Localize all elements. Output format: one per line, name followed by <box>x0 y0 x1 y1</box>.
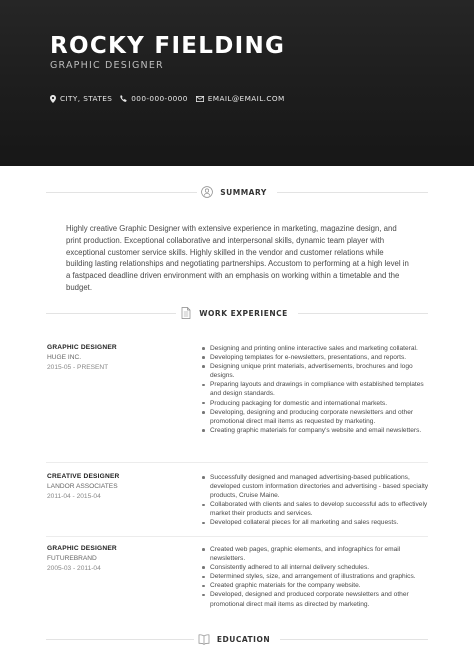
divider <box>277 192 428 193</box>
bullet-item: Designing and printing online interactive sales and marketing collateral. <box>200 344 432 353</box>
summary-section-header <box>46 185 428 199</box>
job-dates: 2011-04 - 2015-04 <box>47 493 101 500</box>
envelope-icon <box>196 96 204 102</box>
bullet-item: Successfully designed and managed advertising-based publications, developed custom information directories and advertising - based specialty products, Cruise Maine. <box>200 473 432 500</box>
job-title: CREATIVE DESIGNER <box>47 473 120 480</box>
job-dates: 2015-05 - PRESENT <box>47 364 109 371</box>
location-text: CITY, STATES <box>60 94 113 103</box>
bullet-item: Created graphic materials for the company website. <box>200 581 432 590</box>
job-bullets <box>200 344 432 435</box>
work-section-header <box>46 306 428 320</box>
divider <box>46 192 197 193</box>
divider <box>280 639 428 640</box>
bullet-item: Created web pages, graphic elements, and infographics for email newsletters. <box>200 545 432 563</box>
job-bullets <box>200 545 432 609</box>
bullet-item: Collaborated with clients and sales to develop successful ads to effectively market their products and services. <box>200 500 432 518</box>
bullet-item: Developing, designing and producing corporate newsletters and other promotional direct mail items as requested by marketing. <box>200 408 432 426</box>
book-icon <box>196 632 212 646</box>
section-title-summary: SUMMARY <box>220 187 267 197</box>
contact-row <box>50 94 293 103</box>
job-dates: 2005-03 - 2011-04 <box>47 565 101 572</box>
bullet-item: Determined styles, size, and arrangement of illustrations and graphics. <box>200 572 432 581</box>
divider <box>46 639 194 640</box>
job-company: HUGE INC. <box>47 354 82 361</box>
email-text[interactable]: EMAIL@EMAIL.COM <box>207 94 285 103</box>
job-company: FUTUREBRAND <box>47 555 97 562</box>
bullet-item: Developing templates for e-newsletters, presentations, and reports. <box>200 353 432 362</box>
job-company: LANDOR ASSOCIATES <box>47 483 118 490</box>
section-title-education: EDUCATION <box>216 634 271 644</box>
job-separator <box>46 462 428 463</box>
bullet-item: Producing packaging for domestic and international markets. <box>200 399 432 408</box>
location-pin-icon <box>50 95 56 103</box>
contact-location <box>50 94 112 103</box>
contact-phone <box>120 94 188 103</box>
divider <box>46 313 176 314</box>
job-entry <box>47 343 187 373</box>
job-entry <box>47 472 187 502</box>
resume-header <box>0 0 474 166</box>
job-title: GRAPHIC DESIGNER <box>47 545 117 552</box>
education-section-header <box>46 632 428 646</box>
candidate-name: ROCKY FIELDING <box>50 33 286 59</box>
bullet-item: Developed, designed and produced corporate newsletters and other promotional direct mail items as directed by marketing. <box>200 590 432 608</box>
job-bullets <box>200 473 432 528</box>
bullet-item: Designing unique print materials, advertisements, brochures and logo designs. <box>200 362 432 380</box>
contact-email[interactable] <box>196 94 285 103</box>
job-title: GRAPHIC DESIGNER <box>47 344 117 351</box>
divider <box>298 313 428 314</box>
user-icon <box>199 185 215 199</box>
bullet-item: Developed collateral pieces for all marketing and sales requests. <box>200 518 432 527</box>
bullet-item: Creating graphic materials for company's website and email newsletters. <box>200 426 432 435</box>
bullet-item: Preparing layouts and drawings in compliance with established templates and design standards. <box>200 380 432 398</box>
candidate-title: GRAPHIC DESIGNER <box>50 60 164 71</box>
section-title-work: WORK EXPERIENCE <box>199 308 288 318</box>
job-entry <box>47 544 187 574</box>
summary-paragraph: Highly creative Graphic Designer with extensive experience in marketing, magazine design, and print production. Exceptional collaborative and interpersonal skills, dynamic team player with exceptional customer service skills. Highly skilled in the vendor and customer relations while building lasting relationships and negotiating partnerships. Accustom to performing at a high level in a fastpaced deadline driven environment with an emphasis on working within a timetable and the budget. <box>66 224 409 292</box>
phone-icon <box>120 95 127 102</box>
job-separator <box>46 536 428 537</box>
bullet-item: Consistently adhered to all internal delivery schedules. <box>200 563 432 572</box>
phone-text: 000-000-0000 <box>131 94 188 103</box>
document-icon <box>178 306 194 320</box>
